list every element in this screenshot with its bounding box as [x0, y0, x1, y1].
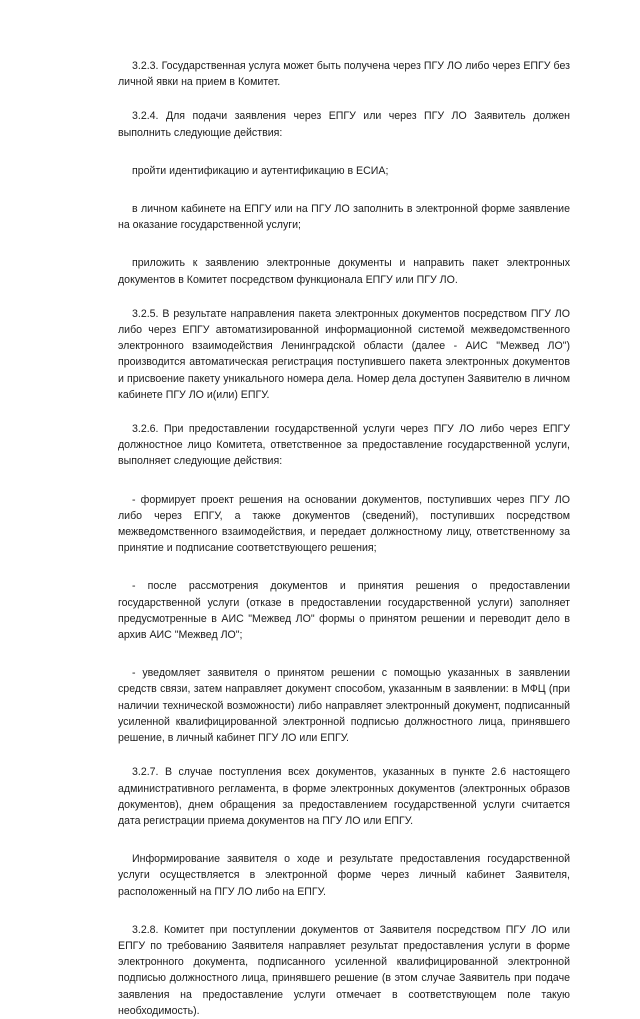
list-item: - уведомляет заявителя о принятом решении с помощью указанных в заявлении средств связи, затем направляет документ способом, указанным в заявлении: в МФЦ (при наличии технической возможности) либо направляет электронный документ, подписанный усиленной квалифицированной электронной подписью должностного лица, принявшего решение, в личный кабинет ПГУ ЛО или ЕПГУ.: [118, 667, 570, 745]
list-item: в личном кабинете на ЕПГУ или на ПГУ ЛО заполнить в электронной форме заявление на оказание государственной услуги;: [118, 203, 570, 232]
list-item: приложить к заявлению электронные документы и направить пакет электронных документов в Комитет посредством функционала ЕПГУ или ПГУ ЛО.: [118, 257, 570, 286]
list-item: - формирует проект решения на основании документов, поступивших через ПГУ ЛО либо через ЕПГУ, а также документов (сведений), поступивших посредством межведомственного взаимодействия, и передает должностному лицу, ответственному за принятие и подписание соответствующего решения;: [118, 493, 570, 555]
list-item: пройти идентификацию и аутентификацию в ЕСИА;: [132, 164, 389, 177]
paragraph-3-2-7: 3.2.7. В случае поступления всех документов, указанных в пункте 2.6 настоящего административного регламента, в форме электронных документов (электронных образов документов), днем обращения за предоставлением государственной услуги считается дата регистрации приема документов на ПГУ ЛО или ЕПГУ.: [118, 766, 570, 827]
list-item: - после рассмотрения документов и принятия решения о предоставлении государственной услуги (отказе в предоставлении государственной услуги) заполняет предусмотренные в АИС "Межвед ЛО" формы о принятом решении и переводит дело в архив АИС "Межвед ЛО";: [118, 580, 570, 642]
paragraph-3-2-5: 3.2.5. В результате направления пакета электронных документов посредством ПГУ ЛО либо через ЕПГУ автоматизированной информационной системой межведомственного электронного взаимодействия Ленинградской области (далее - АИС "Межвед ЛО") производится автоматическая регистрация поступившего пакета электронных документов и присвоение пакету уникального номера дела. Номер дела доступен Заявителю в личном кабинете ПГУ ЛО и(или) ЕПГУ.: [118, 307, 570, 401]
paragraph-3-2-4: 3.2.4. Для подачи заявления через ЕПГУ или через ПГУ ЛО Заявитель должен выполнить следующие действия:: [118, 110, 570, 139]
paragraph-3-2-8: 3.2.8. Комитет при поступлении документов от Заявителя посредством ПГУ ЛО или ЕПГУ по требованию Заявителя направляет результат предоставления услуги в форме электронного документа, подписанного усиленной квалифицированной электронной подписью должностного лица, принявшего решение (в этом случае Заявитель при подаче заявления на предоставление услуги отмечает в соответствующем поле такую необходимость).: [118, 923, 570, 1017]
paragraph-3-2-3: 3.2.3. Государственная услуга может быть получена через ПГУ ЛО либо через ЕПГУ без личной явки на прием в Комитет.: [118, 60, 570, 89]
paragraph-informing: Информирование заявителя о ходе и результате предоставления государственной услуги осуществляется в электронной форме через личный кабинет Заявителя, расположенный на ПГУ ЛО либо на ЕПГУ.: [118, 853, 570, 898]
paragraph-3-2-6: 3.2.6. При предоставлении государственной услуги через ПГУ ЛО либо через ЕПГУ должностное лицо Комитета, ответственное за предоставление государственной услуги, выполняет следующие действия:: [118, 423, 570, 468]
